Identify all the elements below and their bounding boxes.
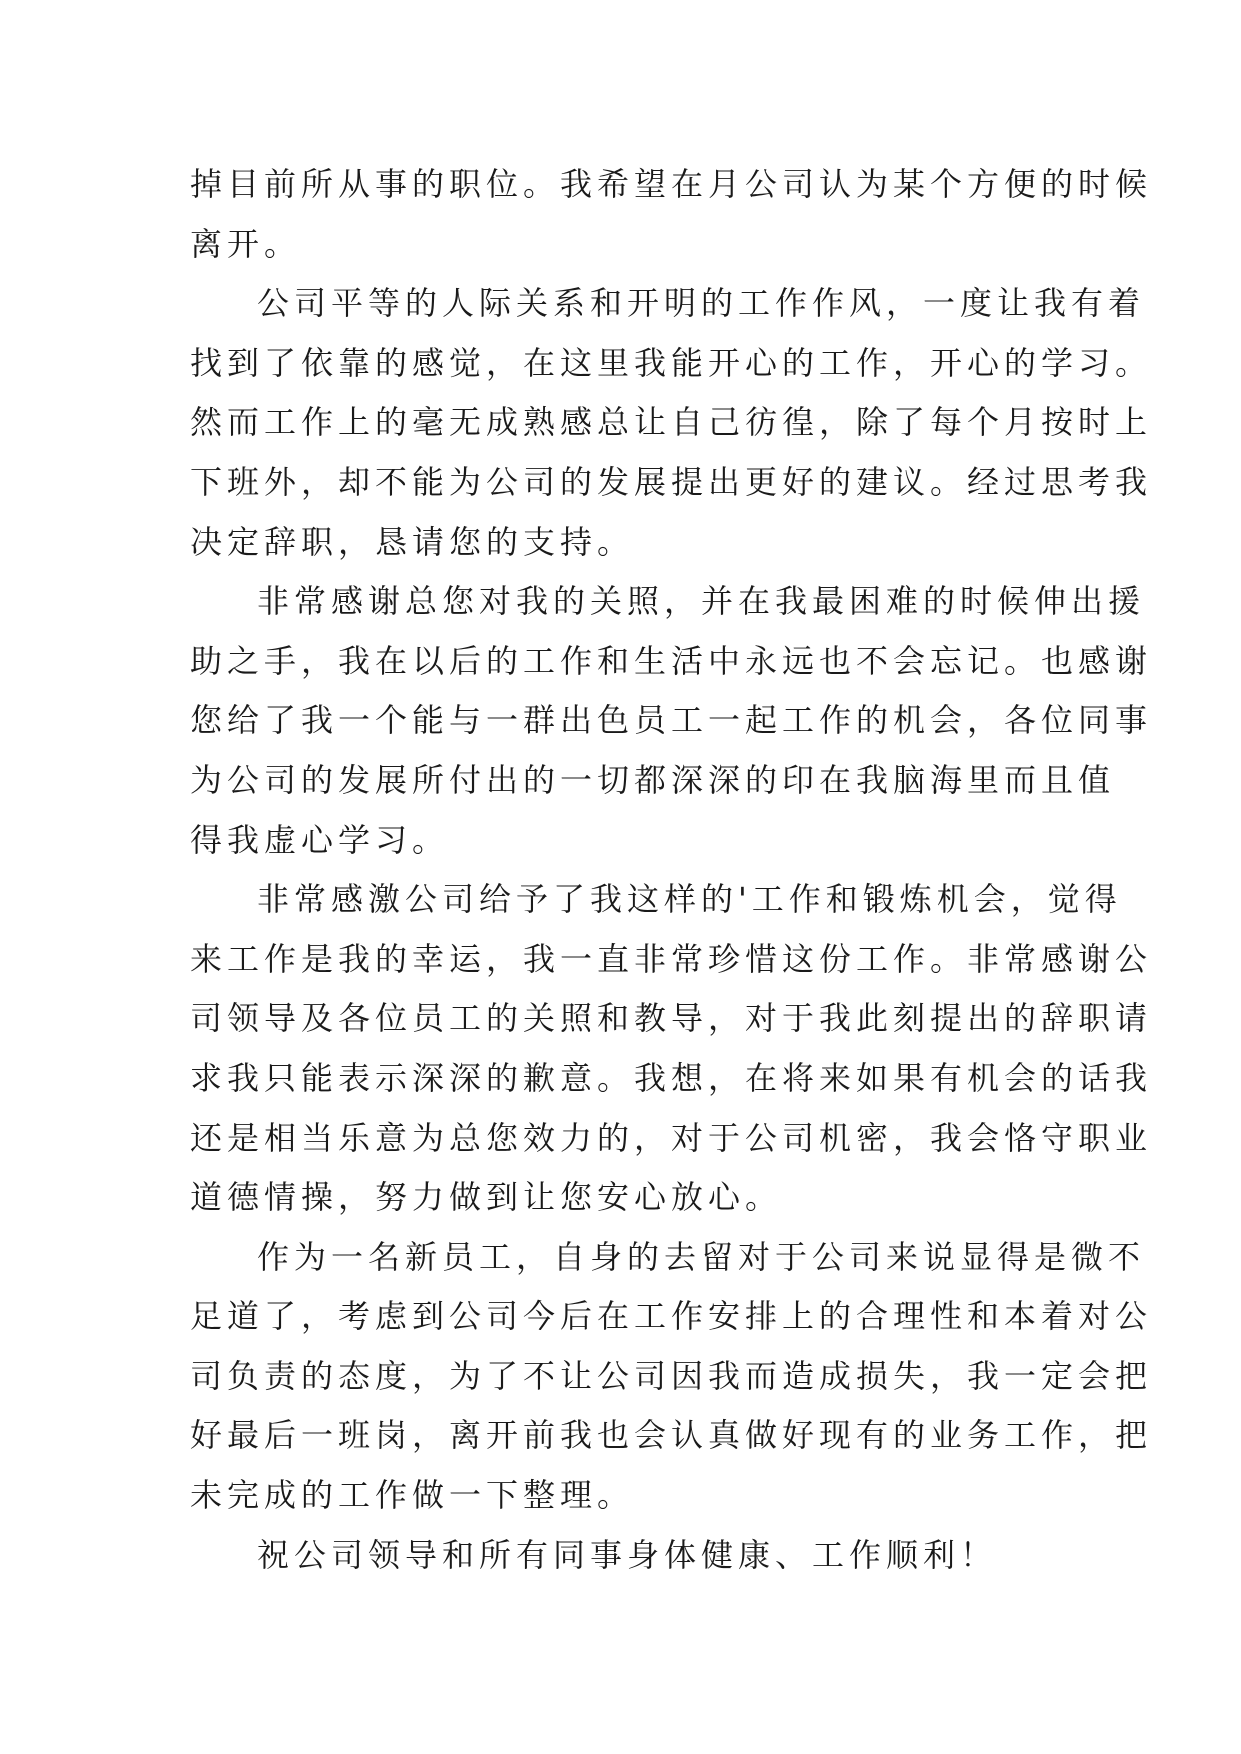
text-line: 掉目前所从事的职位。我希望在月公司认为某个方便的时候 xyxy=(190,165,1153,203)
text-line: 求我只能表示深深的歉意。我想，在将来如果有机会的话我 xyxy=(190,1058,1153,1097)
text-line: 来工作是我的幸运，我一直非常珍惜这份工作。非常感谢公 xyxy=(190,939,1153,978)
text-line: 下班外，却不能为公司的发展提出更好的建议。经过思考我 xyxy=(190,462,1153,501)
text-line: 未完成的工作做一下整理。 xyxy=(190,1476,635,1515)
text-line: 公司平等的人际关系和开明的工作作风，一度让我有着 xyxy=(257,284,1146,323)
text-line: 道德情操，努力做到让您安心放心。 xyxy=(190,1178,783,1217)
text-line: 非常感谢总您对我的关照，并在我最困难的时候伸出援 xyxy=(257,582,1146,621)
text-line: 决定辞职，恳请您的支持。 xyxy=(190,522,635,561)
text-line: 得我虚心学习。 xyxy=(190,820,450,859)
text-line: 司领导及各位员工的关照和教导，对于我此刻提出的辞职请 xyxy=(190,999,1153,1038)
text-line: 离开。 xyxy=(190,224,302,263)
text-line: 为公司的发展所付出的一切都深深的印在我脑海里而且值 xyxy=(190,760,1116,799)
text-line: 然而工作上的毫无成熟感总让自己彷徨，除了每个月按时上 xyxy=(190,403,1153,442)
text-line: 祝公司领导和所有同事身体健康、工作顺利！ xyxy=(257,1535,998,1574)
text-line: 找到了依靠的感觉，在这里我能开心的工作，开心的学习。 xyxy=(190,343,1153,382)
text-line: 非常感激公司给予了我这样的'工作和锻炼机会，觉得 xyxy=(257,880,1122,919)
text-line: 还是相当乐意为总您效力的，对于公司机密，我会恪守职业 xyxy=(190,1118,1153,1157)
letter-body xyxy=(190,155,1153,1585)
text-line: 作为一名新员工，自身的去留对于公司来说显得是微不 xyxy=(257,1237,1146,1276)
text-line: 您给了我一个能与一群出色员工一起工作的机会，各位同事 xyxy=(190,701,1153,740)
text-line: 助之手，我在以后的工作和生活中永远也不会忘记。也感谢 xyxy=(190,641,1153,680)
text-line: 足道了，考虑到公司今后在工作安排上的合理性和本着对公 xyxy=(190,1297,1153,1336)
text-line: 司负责的态度，为了不让公司因我而造成损失，我一定会把 xyxy=(190,1356,1153,1395)
text-line: 好最后一班岗，离开前我也会认真做好现有的业务工作，把 xyxy=(190,1416,1153,1455)
